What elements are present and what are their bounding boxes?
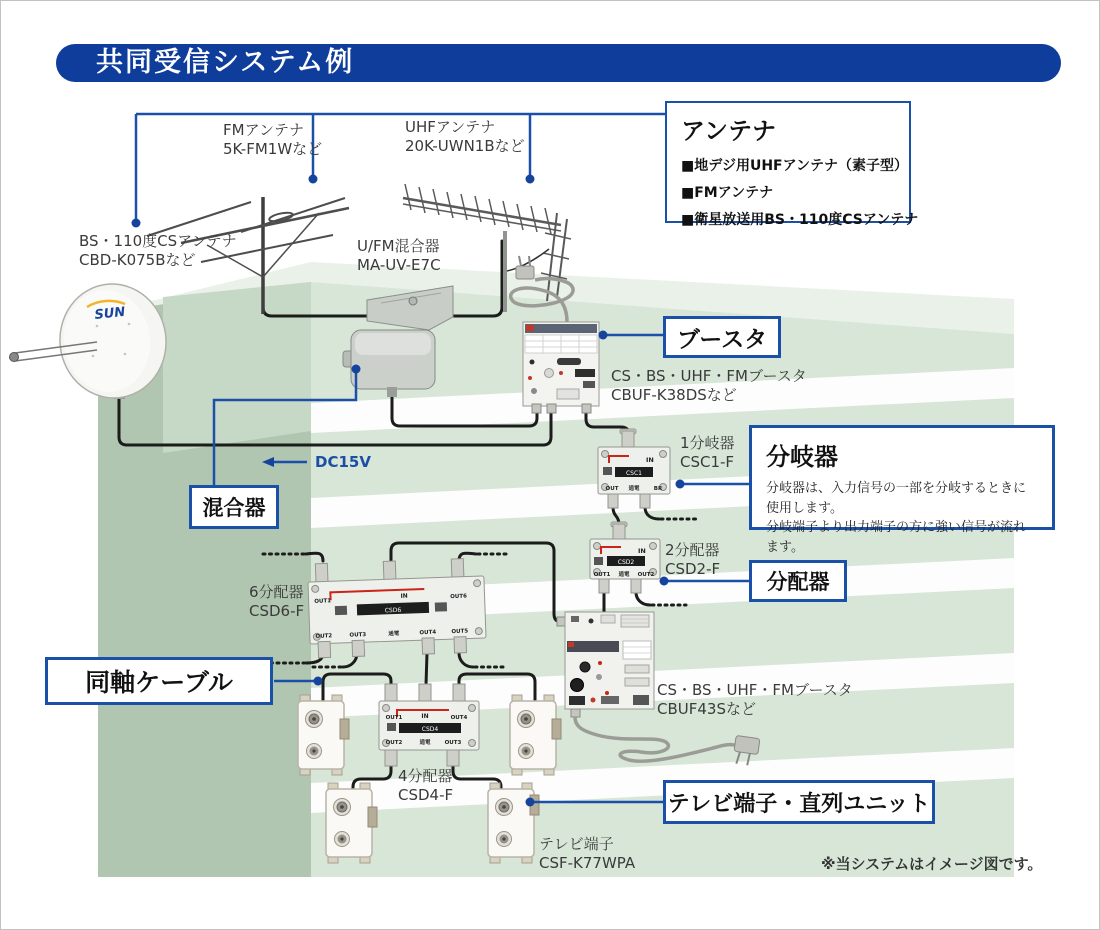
uhf-antenna-label: UHFアンテナ 20K-UWN1Bなど — [405, 118, 525, 155]
antenna-callout-lines — [136, 114, 665, 221]
splitter6-port-out2-label: OUT2 — [315, 633, 333, 640]
tap1-port-out-label: OUT — [605, 486, 619, 492]
tv-terminal-callout-label: テレビ端子・直列ユニット — [667, 791, 931, 817]
splitter6-port-in-label: IN — [400, 592, 408, 600]
booster-callout-label: ブースタ — [676, 326, 768, 353]
tv-outlet-label: テレビ端子 CSF-K77WPA — [539, 835, 636, 872]
dish-lnb — [10, 353, 19, 362]
antenna-box-item-bs: ■衛星放送用BS・110度CSアンテナ — [681, 212, 919, 228]
splitter6-port-out5-label: OUT5 — [451, 628, 469, 636]
splitter4-port-out1-label: OUT1 — [385, 715, 403, 721]
antenna-box-item-fm: ■FMアンテナ — [681, 185, 774, 201]
coax-cable-callout-label: 同軸ケーブル — [85, 668, 233, 697]
splitter2-port-in-label: IN — [638, 547, 646, 555]
bs-dish-antenna — [10, 278, 173, 404]
tv-terminal-1 — [298, 695, 349, 775]
splitter6-port-out4-label: OUT4 — [419, 629, 437, 637]
tv-terminal-callout — [663, 780, 935, 824]
tap1-port-pass-label: 通電 — [628, 486, 640, 492]
splitter6-port-out3-label: OUT3 — [349, 632, 367, 639]
splitter4-port-out4-label: OUT4 — [450, 715, 468, 721]
splitter2-port-pass-label: 通電 — [618, 572, 630, 578]
coax-cable-callout — [45, 657, 273, 705]
tap1-port-in-label: IN — [646, 456, 654, 464]
tap-box-title: 分岐器 — [766, 443, 838, 471]
splitter4-port-out2-label: OUT2 — [385, 740, 403, 746]
tap1-model-chip: CSC1 — [625, 470, 643, 477]
dc15v-label: DC15V — [315, 453, 371, 471]
booster-callout — [663, 316, 781, 358]
splitter4-port-in-label: IN — [421, 713, 429, 720]
mixer-callout — [189, 485, 279, 529]
tap-box-desc-1: 分岐器は、入力信号の一部を分岐するときに使用します。 — [766, 481, 1027, 516]
tap1-port-br-label: BR — [653, 486, 663, 492]
splitter6-port-pass-label: 通電 — [388, 630, 400, 638]
splitter6-port-out6-label: OUT6 — [450, 593, 468, 601]
fm-antenna-label: FMアンテナ 5K-FM1Wなど — [223, 121, 323, 158]
mixer-callout-label: 混合器 — [202, 496, 266, 520]
splitter-callout-label: 分配器 — [766, 570, 830, 594]
splitter6-port-out1-label: OUT1 — [314, 598, 332, 605]
splitter2-label: 2分配器 CSD2-F — [665, 541, 721, 578]
bs-antenna-label: BS・110度CSアンテナ CBD-K075Bなど — [79, 232, 237, 269]
splitter4-model-chip: CSD4 — [421, 726, 439, 733]
splitter6-model-chip: CSD6 — [384, 606, 402, 615]
antenna-info-box — [665, 101, 919, 228]
splitter-callout — [749, 560, 847, 602]
tv-terminal-4 — [488, 783, 539, 863]
splitter4-port-out3-label: OUT3 — [444, 740, 462, 746]
booster1-label: CS・BS・UHF・FMブースタ CBUF-K38DSなど — [611, 367, 807, 404]
page-title: 共同受信システム例 — [56, 44, 1061, 82]
tv-terminal-2 — [326, 783, 377, 863]
building-upper-corner — [163, 282, 311, 453]
image-disclaimer: ※当システムはイメージ図です。 — [821, 855, 1043, 873]
antenna-box-item-uhf: ■地デジ用UHFアンテナ（素子型） — [681, 158, 909, 174]
tv-terminal-3 — [510, 695, 561, 775]
booster1-plug — [516, 266, 534, 279]
antenna-box-title: アンテナ — [681, 117, 777, 145]
splitter2-port-out2-label: OUT2 — [637, 572, 655, 578]
tap-box-desc-2: 分岐端子より出力端子の方に強い信号が流れます。 — [766, 520, 1027, 555]
splitter4-label: 4分配器 CSD4-F — [398, 767, 454, 804]
cable-splitter6-to-splitter4 — [426, 653, 427, 685]
tap-info-box — [749, 425, 1055, 555]
splitter6-label: 6分配器 CSD6-F — [249, 583, 305, 620]
splitter2-port-out1-label: OUT1 — [593, 572, 611, 578]
uv-mixer-label: U/FM混合器 MA-UV-E7C — [357, 237, 441, 274]
splitter4-port-pass-label: 通電 — [419, 740, 431, 746]
splitter2-model-chip: CSD2 — [617, 559, 635, 566]
booster2-label: CS・BS・UHF・FMブースタ CBUF43Sなど — [657, 681, 853, 718]
dish-logo-text: SUN — [93, 304, 127, 323]
tap1-label: 1分岐器 CSC1-F — [680, 434, 735, 471]
